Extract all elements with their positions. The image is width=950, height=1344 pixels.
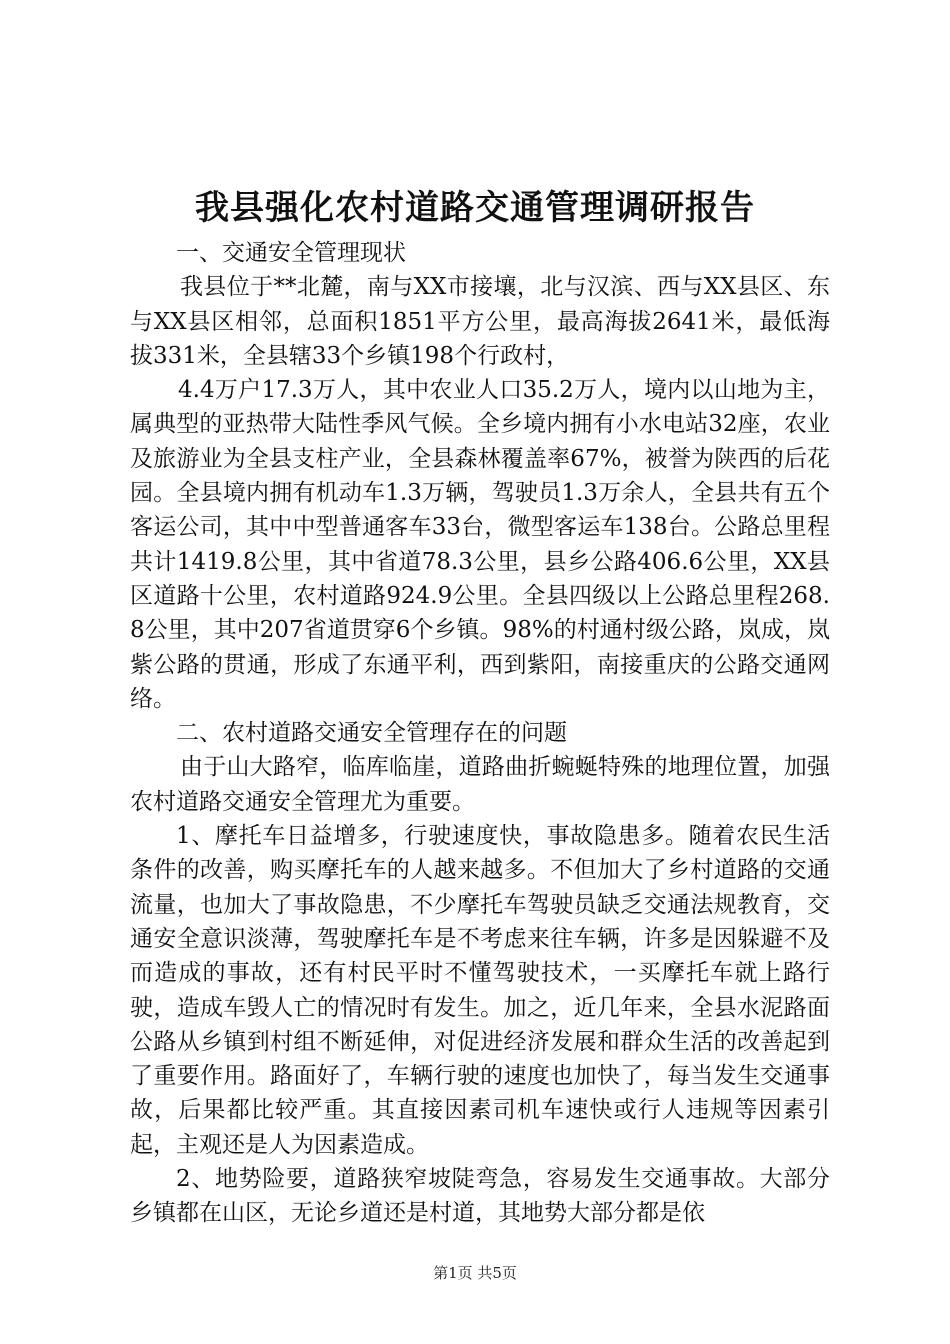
paragraph-terrain-intro: 由于山大路窄，临库临崖，道路曲折蜿蜒特殊的地理位置，加强农村道路交通安全管理尤为重要。	[130, 754, 830, 815]
section-heading-status: 一、交通安全管理现状	[176, 240, 406, 266]
document-title: 我县强化农村道路交通管理调研报告	[195, 188, 755, 228]
paragraph-terrain: 2、地势险要，道路狭窄坡陡弯急，容易发生交通事故。大部分乡镇都在山区，无论乡道还是村道，其地势大部分都是依	[130, 1166, 830, 1227]
paragraph-location: 我县位于**北麓，南与XX市接壤，北与汉滨、西与XX县区、东与XX县区相邻，总面积1851平方公里，最高海拔2641米，最低海拔331米，全县辖33个乡镇198个行政村，	[130, 274, 830, 369]
paragraph-population: 4.4万户17.3万人，其中农业人口35.2万人，境内以山地为主，属典型的亚热带大陆性季风气候。全乡境内拥有小水电站32座，农业及旅游业为全县支柱产业，全县森林覆盖率67%，被誉为陕西的后花园。全县境内拥有机动车1.3万辆，驾驶员1.3万余人，全县共有五个客运公司，其中中型普通客车33台，微型客运车138台。公路总里程共计1419.8公里，其中省道78.3公里，县乡公路406.6公里，XX县区道路十公里，农村道路924.9公里。全县四级以上公路总里程268.8公里，其中207省道贯穿6个乡镇。98%的村通村级公路，岚成，岚紫公路的贯通，形成了东通平利，西到紫阳，南接重庆的公路交通网络。	[130, 377, 830, 712]
document-body	[130, 236, 830, 1231]
section-heading-problems: 二、农村道路交通安全管理存在的问题	[176, 720, 567, 747]
paragraph-motorcycles: 1、摩托车日益增多，行驶速度快，事故隐患多。随着农民生活条件的改善，购买摩托车的人越来越多。不但加大了乡村道路的交通流量，也加大了事故隐患，不少摩托车驾驶员缺乏交通法规教育，交通安全意识淡薄，驾驶摩托车是不考虑来往车辆，许多是因躲避不及而造成的事故，还有村民平时不懂驾驶技术，一买摩托车就上路行驶，造成车毁人亡的情况时有发生。加之，近几年来，全县水泥路面公路从乡镇到村组不断延伸，对促进经济发展和群众生活的改善起到了重要作用。路面好了，车辆行驶的速度也加快了，每当发生交通事故，后果都比较严重。其直接因素司机车速快或行人违规等因素引起，主观还是人为因素造成。	[130, 823, 830, 1158]
page-footer: 第1页 共5页	[433, 1264, 517, 1282]
